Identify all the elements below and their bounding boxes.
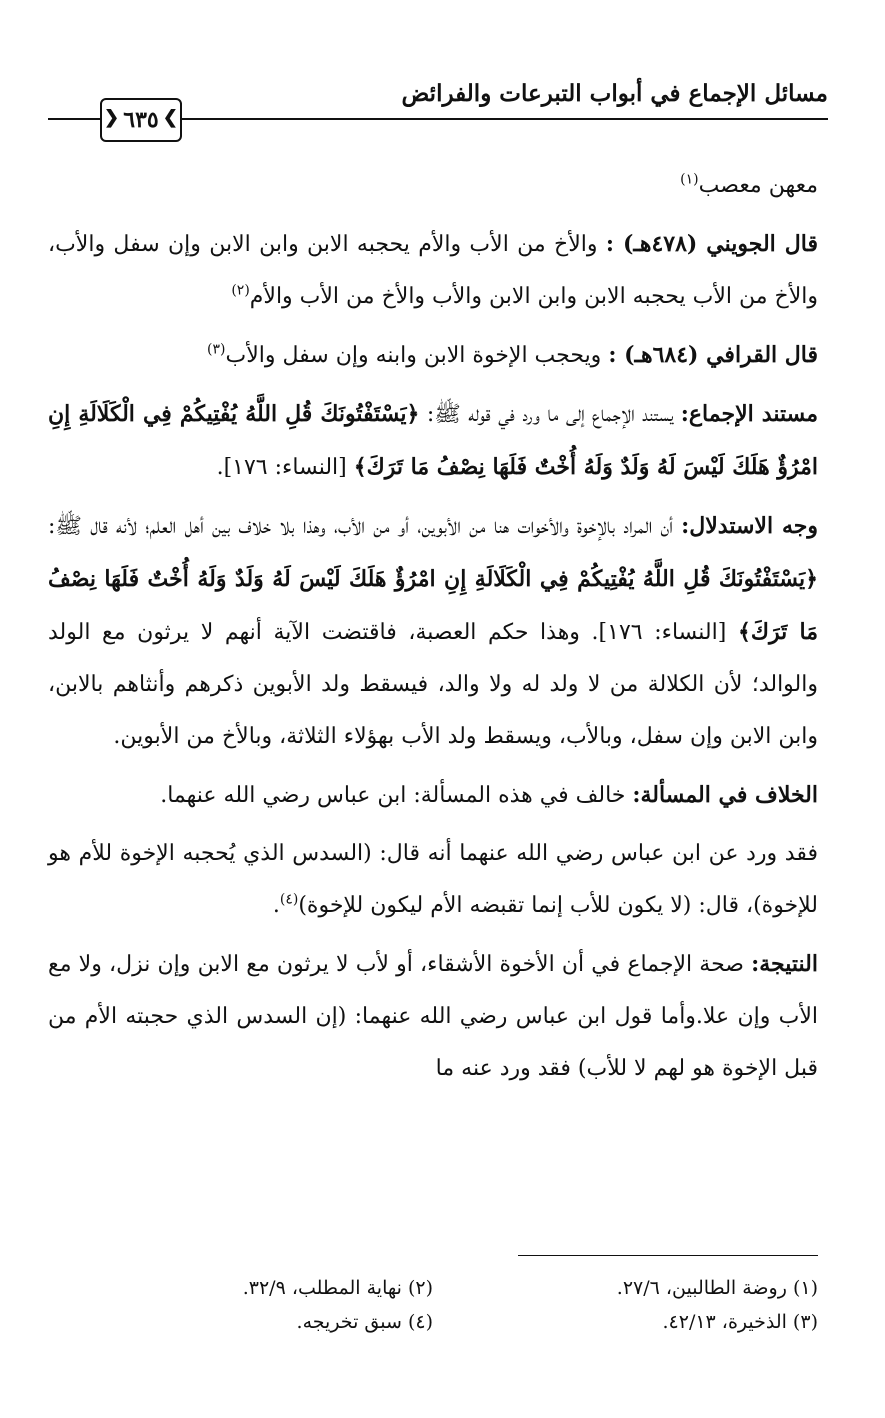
footnote-list bbox=[48, 1277, 818, 1333]
paragraph-reasoning: وجه الاستدلال: أن المراد بالإخوة والأخوات هنا من الأبوين، أو من الأب، وهذا بلا خلاف بين أهل العلم؛ لأنه قال ﷺ: ﴿يَسْتَفْتُونَكَ قُلِ اللَّهُ يُفْتِيكُمْ فِي الْكَلَالَةِ إِنِ امْرُؤٌ هَلَكَ لَيْسَ لَهُ وَلَدٌ وَلَهُ أُخْتٌ فَلَهَا نِصْفُ مَا تَرَكَ﴾ [النساء: ١٧٦]. وهذا حكم العصبة، فاقتضت الآية أنهم لا يرثون مع الولد والوالد؛ لأن الكلالة من لا ولد له ولا والد، فيسقط ولد الأبوين ذكرهم وأنثاهم بالابن، وابن الابن وإن سفل، وبالأب، ويسقط ولد الأب بهؤلاء الثلاثة، وبالأخ من الأبوين. bbox=[48, 513, 819, 749]
paragraph-lead: قال الجويني (٤٧٨هـ) : bbox=[605, 231, 818, 257]
quran-verse: ﴿يَسْتَفْتُونَكَ قُلِ اللَّهُ يُفْتِيكُمْ فِي الْكَلَالَةِ إِنِ امْرُؤٌ هَلَكَ لَيْسَ لَهُ وَلَدٌ وَلَهُ أُخْتٌ فَلَهَا نِصْفُ مَا تَرَكَ﴾ bbox=[48, 401, 818, 480]
running-title: مسائل الإجماع في أبواب التبرعات والفرائض bbox=[401, 80, 828, 107]
footnote-1: (١) روضة الطالبين، ٢٧/٦. bbox=[616, 1277, 818, 1299]
paragraph-lead: مستند الإجماع: bbox=[680, 401, 819, 427]
paragraph-lead: الخلاف في المسألة: bbox=[632, 782, 818, 808]
paragraph-juwayni: قال الجويني (٤٧٨هـ) : والأخ من الأب والأم يحجبه الابن وابن الابن وإن سفل والأب، والأخ من الأب يحجبه الابن وابن الابن والأب والأخ من الأب والأم$^{(٢)}$ bbox=[48, 231, 818, 309]
footnote-ref: (٣) bbox=[207, 341, 226, 358]
page-header bbox=[48, 70, 828, 140]
paragraph-ibn-abbas: فقد ورد عن ابن عباس رضي الله عنهما أنه قال: (السدس الذي يُحجبه الإخوة للأم هو للإخوة)، قال: (لا يكون للأب إنما تقبضه الأم ليكون للإخوة)$^{(٤)}$. bbox=[48, 841, 818, 918]
footnote-ref: (١) bbox=[680, 171, 699, 188]
header-rule-left bbox=[48, 118, 100, 120]
footnote-ref: (٢) bbox=[231, 282, 250, 299]
footnote-2: (٢) نهاية المطلب، ٣٢/٩. bbox=[242, 1277, 433, 1299]
paragraph-conclusion: النتيجة: صحة الإجماع في أن الأخوة الأشقاء، أو لأب لا يرثون مع الابن وإن نزل، ولا مع الأب وإن علا.وأما قول ابن عباس رضي الله عنهما: (إن السدس الذي حجبته الأم من قبل الإخوة هو لهم لا للأب) فقد ورد عنه ما bbox=[48, 951, 818, 1081]
footnote-rule bbox=[518, 1255, 818, 1256]
footnote-3: (٣) الذخيرة، ٤٢/١٣. bbox=[662, 1311, 818, 1333]
paragraph-lead: قال القرافي (٦٨٤هـ) : bbox=[608, 342, 818, 368]
paragraph-intro: معهن معصب$^{(١)}$ bbox=[680, 171, 818, 198]
quran-verse: ﴿يَسْتَفْتُونَكَ قُلِ اللَّهُ يُفْتِيكُمْ فِي الْكَلَالَةِ إِنِ امْرُؤٌ هَلَكَ لَيْسَ لَهُ وَلَدٌ وَلَهُ أُخْتٌ فَلَهَا نِصْفُ مَا تَرَكَ﴾ bbox=[48, 566, 819, 645]
header-rule bbox=[178, 118, 828, 120]
paragraph-qarafi: قال القرافي (٦٨٤هـ) : ويحجب الإخوة الابن وابنه وإن سفل والأب$^{(٣)}$ bbox=[207, 341, 818, 368]
page-number: ❮ ٦٣٥ ❯ bbox=[100, 98, 182, 142]
paragraph-evidence: مستند الإجماع: يستند الإجماع إلى ما ورد في قوله ﷺ: ﴿يَسْتَفْتُونَكَ قُلِ اللَّهُ يُفْتِيكُمْ فِي الْكَلَالَةِ إِنِ امْرُؤٌ هَلَكَ لَيْسَ لَهُ وَلَدٌ وَلَهُ أُخْتٌ فَلَهَا نِصْفُ مَا تَرَكَ﴾ [النساء: ١٧٦]. bbox=[48, 401, 819, 480]
footnote-4: (٤) سبق تخريجه. bbox=[296, 1311, 433, 1333]
paragraph-dispute: الخلاف في المسألة: خالف في هذه المسألة: ابن عباس رضي الله عنهما. bbox=[160, 782, 818, 808]
main-text bbox=[48, 160, 818, 1101]
paragraph-lead: وجه الاستدلال: bbox=[681, 513, 819, 539]
verse-citation: [النساء: ١٧٦]. bbox=[216, 455, 354, 480]
paragraph-lead: النتيجة: bbox=[751, 951, 818, 977]
footnote-ref: (٤) bbox=[279, 891, 299, 908]
